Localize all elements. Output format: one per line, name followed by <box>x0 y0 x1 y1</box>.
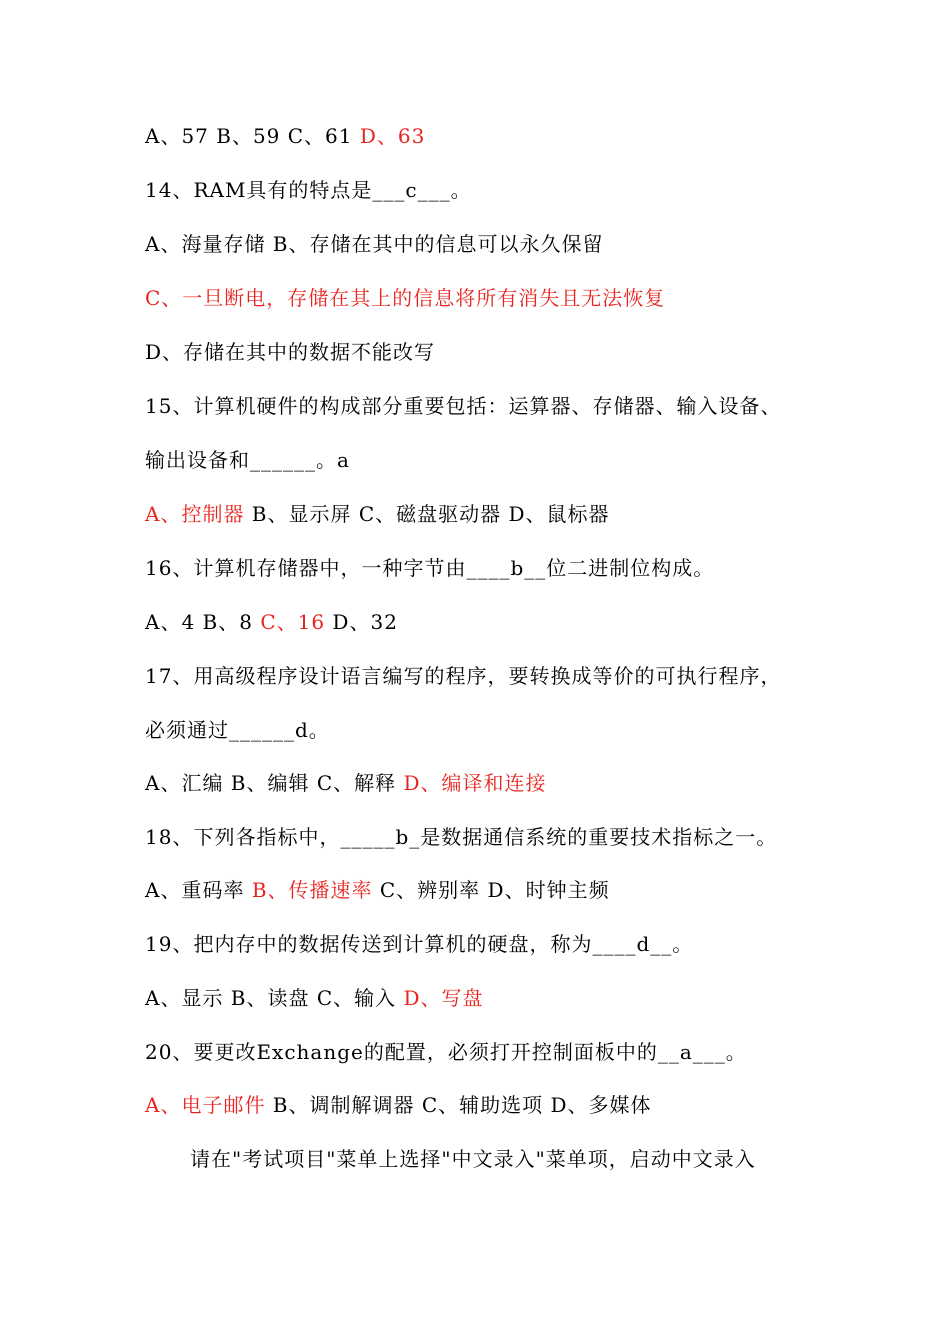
answer-text: A、电子邮件 <box>145 1093 266 1117</box>
text-line <box>145 984 910 1012</box>
text-line <box>145 662 910 690</box>
question-text: 17、用高级程序设计语言编写的程序，要转换成等价的可执行程序， <box>145 664 782 688</box>
answer-text: B、传播速率 <box>251 878 373 902</box>
text-line <box>145 608 910 636</box>
question-text: A、汇编 B、编辑 C、解释 <box>145 771 404 795</box>
text-line <box>145 1091 910 1119</box>
question-text: A、57 B、59 C、61 <box>145 124 360 148</box>
question-text: A、显示 B、读盘 C、输入 <box>145 986 404 1010</box>
text-line <box>145 284 910 312</box>
question-text: B、显示屏 C、磁盘驱动器 D、鼠标器 <box>244 502 610 526</box>
text-line <box>145 769 910 797</box>
question-text: A、4 B、8 <box>145 610 261 634</box>
question-text: D、32 <box>325 610 398 634</box>
question-text: C、辨别率 D、时钟主频 <box>372 878 610 902</box>
text-line <box>145 338 910 366</box>
question-text: A、重码率 <box>145 878 252 902</box>
text-line <box>145 554 910 582</box>
text-line <box>145 823 910 851</box>
question-text: 18、下列各指标中，_____b_是数据通信系统的重要技术指标之一。 <box>145 825 778 849</box>
question-text: B、调制解调器 C、辅助选项 D、多媒体 <box>265 1093 652 1117</box>
text-line <box>145 392 910 420</box>
text-line <box>145 446 910 474</box>
question-text: A、海量存储 B、存储在其中的信息可以永久保留 <box>145 232 604 256</box>
question-text: 14、RAM具有的特点是___c___。 <box>145 178 472 202</box>
answer-text: D、63 <box>359 124 426 148</box>
text-line <box>145 1038 910 1066</box>
text-line <box>145 230 910 258</box>
question-text: 请在"考试项目"菜单上选择"中文录入"菜单项，启动中文录入 <box>190 1147 756 1171</box>
text-line <box>145 176 910 204</box>
answer-text: C、一旦断电，存储在其上的信息将所有消失且无法恢复 <box>145 286 666 310</box>
text-line <box>145 716 910 744</box>
answer-text: D、编译和连接 <box>403 771 547 795</box>
text-line <box>190 1145 910 1173</box>
question-text: 必须通过______d。 <box>145 718 330 742</box>
question-text: 输出设备和______。a <box>145 448 350 472</box>
text-line <box>145 930 910 958</box>
text-line <box>145 122 910 150</box>
question-text: 19、把内存中的数据传送到计算机的硬盘，称为____d__。 <box>145 932 694 956</box>
question-text: 20、要更改Exchange的配置，必须打开控制面板中的__a___。 <box>145 1040 747 1064</box>
text-line <box>145 500 910 528</box>
question-text: 15、计算机硬件的构成部分重要包括：运算器、存储器、输入设备、 <box>145 394 782 418</box>
answer-text: C、16 <box>260 610 326 634</box>
question-text: 16、计算机存储器中，一种字节由____b__位二进制位构成。 <box>145 556 715 580</box>
question-text: D、存储在其中的数据不能改写 <box>145 340 436 364</box>
answer-text: D、写盘 <box>403 986 484 1010</box>
answer-text: A、控制器 <box>145 502 245 526</box>
text-line <box>145 876 910 904</box>
